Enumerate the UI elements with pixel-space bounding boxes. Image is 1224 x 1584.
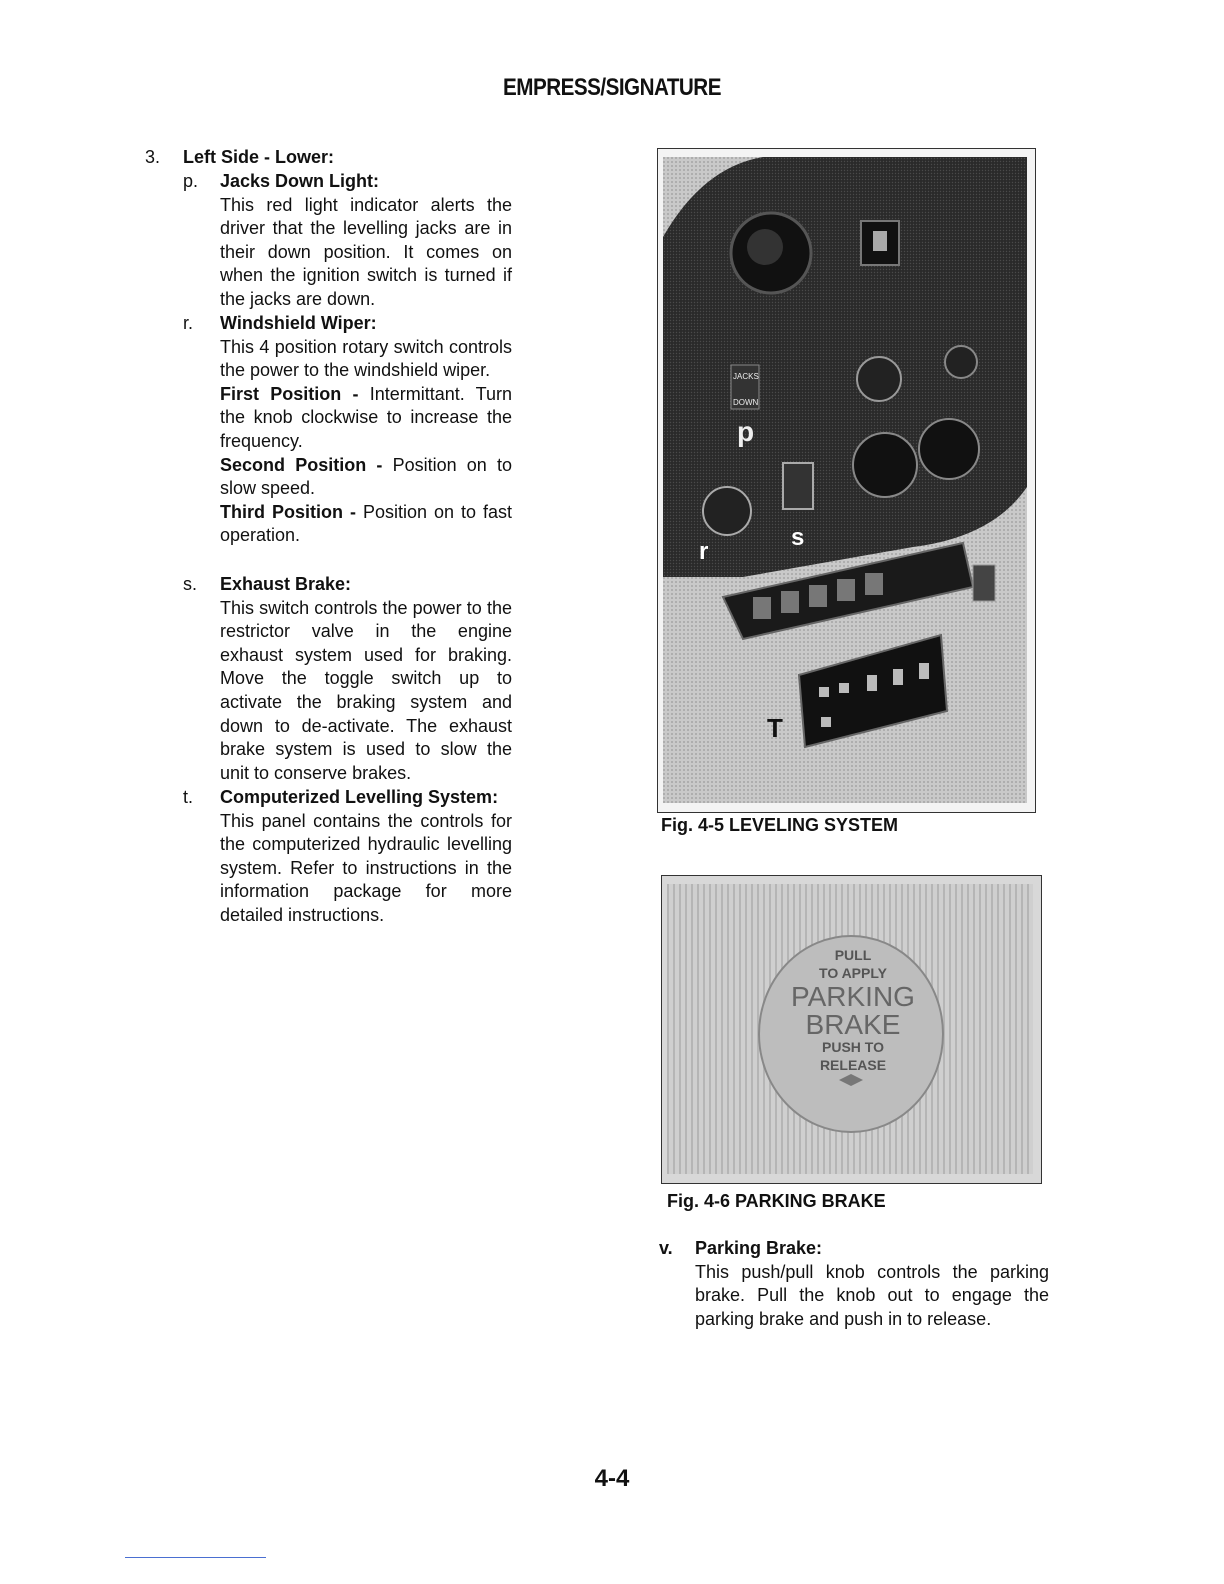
item-title: Jacks Down Light: — [220, 171, 380, 191]
leveling-system-photo — [663, 157, 1027, 803]
item-text: This switch controls the power to the restrictor valve in the engine exhaust system used for braking. Move the toggle switch up to activate the braking system and down to de-activate. The exhaust brake system is used to slow the unit to conserve brakes. — [220, 597, 512, 783]
section-title: Left Side - Lower: — [183, 147, 335, 167]
item-text: This panel contains the controls for the computerized hydraulic levelling system. Refer to instructions in the information package for more detailed instructions. — [220, 810, 512, 925]
knob-text-parking: PARKING — [791, 981, 915, 1012]
label-t: T — [767, 713, 783, 743]
knob-text-release: RELEASE — [819, 1057, 887, 1073]
item-letter: t. — [183, 787, 194, 807]
footer-rule — [125, 1557, 266, 1558]
item-letter: r. — [183, 313, 194, 333]
page-header: EMPRESS/SIGNATURE — [503, 74, 721, 101]
item-text: This push/pull knob controls the parking brake. Pull the knob out to engage the parking brake and push in to release. — [695, 1261, 1049, 1329]
item-title: Exhaust Brake: — [220, 574, 352, 594]
item-text: This red light indicator alerts the driver that the levelling jacks are in their down position. It comes on when the ignition switch is turned if the jacks are down. — [220, 194, 512, 309]
figure-caption-4-5: Fig. 4-5 LEVELING SYSTEM — [661, 815, 899, 835]
label-r: r — [699, 538, 709, 565]
down-label: DOWN — [733, 398, 759, 407]
page-number: 4-4 — [594, 1465, 630, 1492]
label-p: p — [737, 416, 755, 447]
label-s: s — [791, 524, 805, 551]
wiper-position-1: First Position - Intermittant. Turn the knob clockwise to increase the frequency. — [220, 383, 512, 451]
jacks-label: JACKS — [733, 372, 759, 381]
wiper-position-2: Second Position - Position on to slow speed. — [220, 454, 512, 499]
section-number: 3. — [145, 147, 161, 167]
figure-leveling-system — [657, 148, 1036, 813]
knob-text-brake: BRAKE — [805, 1009, 901, 1040]
knob-text-push-to: PUSH TO — [822, 1039, 884, 1055]
item-title: Parking Brake: — [695, 1238, 823, 1258]
item-text: This 4 position rotary switch controls the power to the windshield wiper. — [220, 336, 512, 381]
figure-parking-brake — [661, 875, 1042, 1184]
parking-brake-photo — [667, 884, 1033, 1174]
item-title: Computerized Levelling System: — [220, 787, 499, 807]
item-letter: s. — [183, 574, 198, 594]
wiper-position-3: Third Position - Position on to fast operation. — [220, 501, 512, 546]
knob-text-to-apply: TO APPLY — [819, 965, 887, 981]
item-letter: v. — [659, 1238, 673, 1258]
figure-caption-4-6: Fig. 4-6 PARKING BRAKE — [667, 1191, 886, 1211]
knob-text-pull: PULL — [834, 947, 872, 963]
item-title: Windshield Wiper: — [220, 313, 377, 333]
item-letter: p. — [183, 171, 199, 191]
